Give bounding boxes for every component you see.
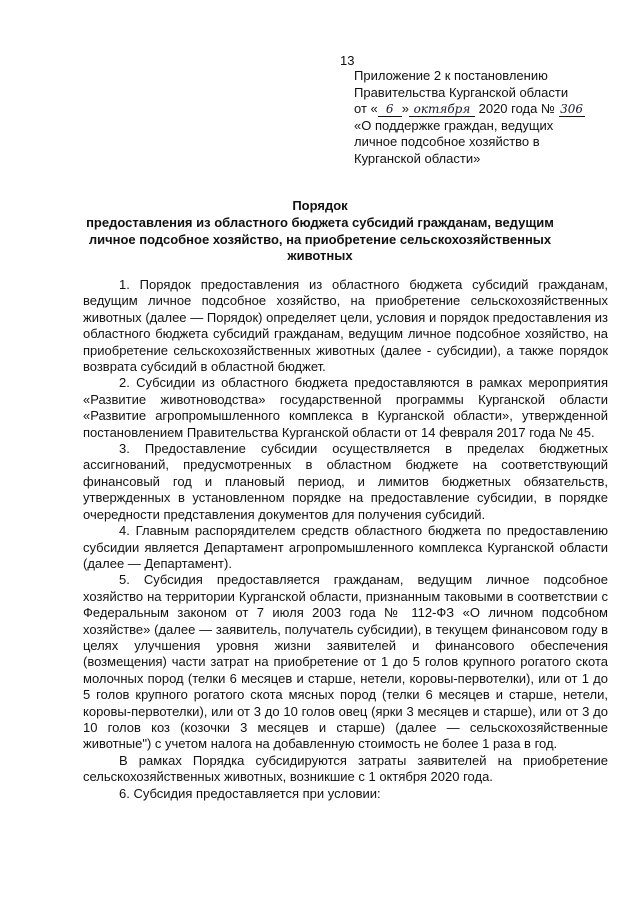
paragraph-3: 3. Предоставление субсидии осуществляется в пределах бюджетных ассигнований, предусмотренных в областном бюджете на соответствующий финансовый год и плановый период, и лимитов бюджетных обязательств, утвержденных в установленном порядке на предоставление субсидии, в порядке очередности представления документов для получения субсидий.: [83, 441, 608, 522]
paragraph-6: В рамках Порядка субсидируются затраты заявителей на приобретение сельскохозяйственных животных, возникшие с 1 октября 2020 года.: [83, 752, 608, 785]
paragraph-7: 6. Субсидия предоставляется при условии:: [119, 785, 381, 801]
appendix-date-line: [354, 101, 604, 118]
document-body: [83, 277, 608, 802]
appendix-line-1: Приложение 2 к постановлению: [354, 68, 548, 83]
handwritten-decree-number: 306: [560, 102, 583, 116]
document-subtitle: предоставления из областного бюджета субсидий гражданам, ведущим личное подсобное хозяйство, на приобретение сельскохозяйственных животных: [86, 215, 554, 263]
date-prefix: от «: [354, 101, 378, 116]
appendix-line-4: «О поддержке граждан, ведущих: [354, 117, 554, 133]
paragraph-2: 2. Субсидии из областного бюджета предоставляются в рамках мероприятия «Развитие животноводства» государственной программы Курганской области «Развитие агропромышленного комплекса в Курганской области», утвержденной постановлением Правительства Курганской области от 14 февраля 2017 года № 45.: [83, 375, 608, 440]
date-year-text: 2020 года №: [478, 101, 555, 116]
appendix-line-6: Курганской области»: [354, 150, 481, 166]
page-number: 13: [340, 53, 355, 68]
handwritten-month: октября: [409, 102, 475, 117]
paragraph-5: 5. Субсидия предоставляется гражданам, ведущим личное подсобное хозяйство на территории Курганской области, признанным таковыми в соответствии с Федеральным законом от 7 июля 2003 года № 112-ФЗ «О личном подсобном хозяйстве» (далее — заявитель, получатель субсидии), в текущем финансовом году в целях улучшения уровня жизни заявителей и финансового обеспечения (возмещения) части затрат на приобретение от 1 до 5 голов крупного рогатого скота молочных пород (телки 6 месяцев и старше, нетели, коровы-первотелки), или от 1 до 5 голов крупного рогатого скота мясных пород (телки 6 месяцев и старше, нетели, коровы-первотелки), или от 3 до 10 голов овец (ярки 3 месяцев и старше), или от 3 до 10 голов коз (козочки 3 месяцев и старше) (далее — сельскохозяйственные животные") с учетом налога на добавленную стоимость не более 1 раза в год.: [83, 572, 608, 752]
paragraph-4: 4. Главным распорядителем средств областного бюджета по предоставлению субсидии является Департамент агропромышленного комплекса Курганской области (далее — Департамент).: [83, 523, 608, 571]
document-title: Порядок: [292, 198, 348, 213]
date-mid: »: [401, 101, 409, 116]
appendix-line-2: Правительства Курганской области: [354, 84, 569, 100]
appendix-header: [354, 68, 604, 167]
appendix-line-5: личное подсобное хозяйство в: [354, 134, 540, 149]
handwritten-day: 6: [378, 102, 402, 117]
paragraph-1: 1. Порядок предоставления из областного бюджета субсидий гражданам, ведущим личное подсобное хозяйство, на приобретение сельскохозяйственных животных (далее — Порядок) определяет цели, условия и порядок предоставления из областного бюджета субсидий гражданам, ведущим личное подсобное хозяйство, на приобретение сельскохозяйственных животных (далее - субсидии), а также порядок возврата субсидий в областной бюджет.: [83, 277, 608, 375]
